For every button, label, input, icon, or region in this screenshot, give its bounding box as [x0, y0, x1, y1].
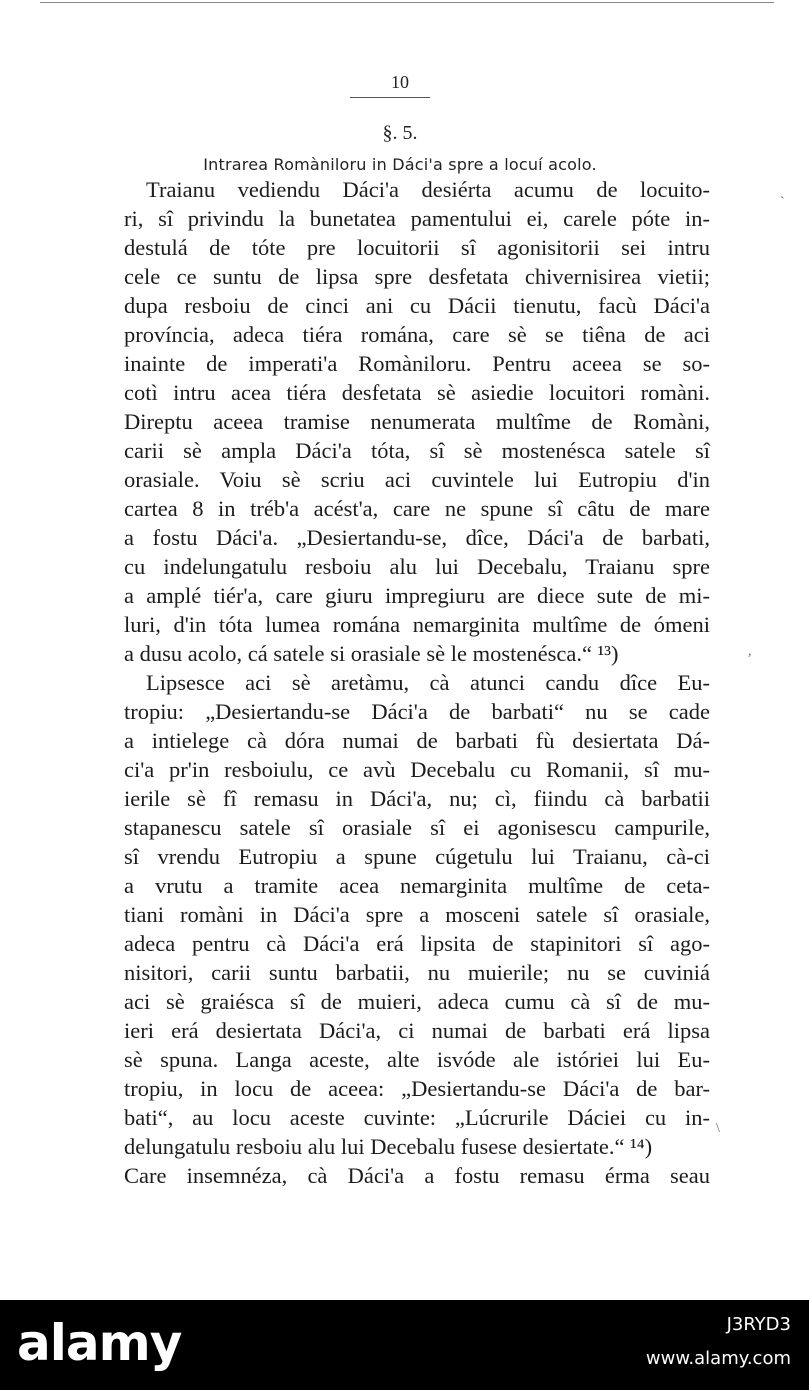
text-line: dupa resboiu de cinci ani cu Dácii tienutu, facù Dáci'a: [124, 293, 710, 318]
text-line: Traianu vediendu Dáci'a desiérta acumu de locuito-: [146, 177, 710, 202]
text-line: cele ce suntu de lipsa spre desfetata chivernisirea vietii;: [124, 264, 710, 289]
text-line: tropiu, in locu de aceea: „Desiertandu-se Dáci'a de bar-: [124, 1076, 710, 1101]
text-line: bati“, au locu aceste cuvinte: „Lúcrurile Dáciei cu in-: [124, 1105, 710, 1130]
text-line: sè spuna. Langa aceste, alte isvóde ale istóriei lui Eu-: [124, 1047, 710, 1072]
text-line: cartea 8 in tréb'a acést'a, care ne spune sî cȃtu de mare: [124, 496, 710, 521]
text-line: a fostu Dáci'a. „Desiertandu-se, dîce, Dáci'a de barbati,: [124, 525, 710, 550]
page-number-underline: [350, 97, 430, 98]
text-line: sî vrendu Eutropiu a spune cúgetulu lui Traianu, cà-ci: [124, 844, 710, 869]
text-line: ci'a pr'in resboiulu, ce avù Decebalu cu Romanii, sî mu-: [124, 757, 710, 782]
section-title: Intrarea Romàniloru in Dáci'a spre a locuí acolo.: [203, 155, 597, 174]
text-line: a vrutu a tramite acea nemarginita multîme de cetа-: [124, 873, 710, 898]
top-edge-line: [40, 2, 774, 3]
text-line: luri, d'in tóta lumea romána nemarginita multîme de ómeni: [124, 612, 710, 637]
text-line: carii sè ampla Dáci'a tóta, sî sè mostenésca satele sî: [124, 438, 710, 463]
text-line: a dusu acolo, cá satele si orasiale sè le mostenésca.“ ¹³): [124, 641, 619, 666]
stock-photo-footer: [0, 1300, 809, 1390]
text-line: tiani romàni in Dáci'a spre a mosceni satele sî orasiale,: [124, 902, 710, 927]
text-line: Care insemnéza, cà Dáci'a a fostu remasu érma seau: [124, 1163, 710, 1188]
text-line: Direptu aceea tramise nenumerata multîme de Romàni,: [124, 409, 710, 434]
site-url: www.alamy.com: [645, 1348, 791, 1369]
body-text: [124, 175, 710, 1190]
text-line: delungatulu resboiu alu lui Decebalu fusese desiertate.“ ¹⁴): [124, 1134, 653, 1159]
alamy-logo: alamy: [17, 1314, 182, 1372]
text-line: província, adeca tiéra romána, care sè se tiêna de aci: [124, 322, 710, 347]
text-line: destulá de tóte pre locuitorii sî agonisitorii sei intru: [124, 235, 710, 260]
text-line: cu indelungatulu resboiu alu lui Decebalu, Traianu spre: [124, 554, 710, 579]
text-line: inainte de imperati'a Romàniloru. Pentru aceea se so-: [124, 351, 710, 376]
page-number: 10: [391, 72, 409, 92]
text-line: ri, sî privindu la bunetatea pamentului ei, carele póte in-: [124, 206, 710, 231]
text-line: a amplé tiér'a, care giuru impregiuru are diece sute de mi-: [124, 583, 710, 608]
text-line: adeca pentru cà Dáci'a erá lipsita de stapinitori sî ago-: [124, 931, 710, 956]
text-line: tropiu: „Desiertandu-se Dáci'a de barbati“ nu se cade: [124, 699, 710, 724]
text-line: a intielege cà dóra numai de barbati fù desiertata Dá-: [124, 728, 710, 753]
text-line: stapanescu satele sî orasiale sî ei agonisescu campurile,: [124, 815, 710, 840]
text-line: ieri erá desiertata Dáci'a, ci numai de barbati erá lipsa: [124, 1018, 710, 1043]
scan-speck: ,: [748, 644, 752, 659]
scan-speck: `: [780, 195, 785, 210]
text-line: cotì intru acea tiéra desfetata sè asiedie locuitori romàni.: [124, 380, 710, 405]
text-line: aci sè graiésca sî de muieri, adeca cumu cà sî de mu-: [124, 989, 710, 1014]
image-id: J3RYD3: [726, 1314, 791, 1335]
text-line: nisitori, carii suntu barbatii, nu muierile; nu se cuviniá: [124, 960, 710, 985]
scan-speck: \: [716, 1121, 720, 1136]
text-line: ierile sè fî remasu in Dáci'a, nu; cì, fiindu cà barbatii: [124, 786, 710, 811]
text-line: orasiale. Voiu sè scriu aci cuvintele lui Eutropiu d'in: [124, 467, 710, 492]
section-number: §. 5.: [382, 122, 418, 144]
text-line: Lipsesce aci sè aretàmu, cà atunci candu dîce Eu-: [146, 670, 710, 695]
